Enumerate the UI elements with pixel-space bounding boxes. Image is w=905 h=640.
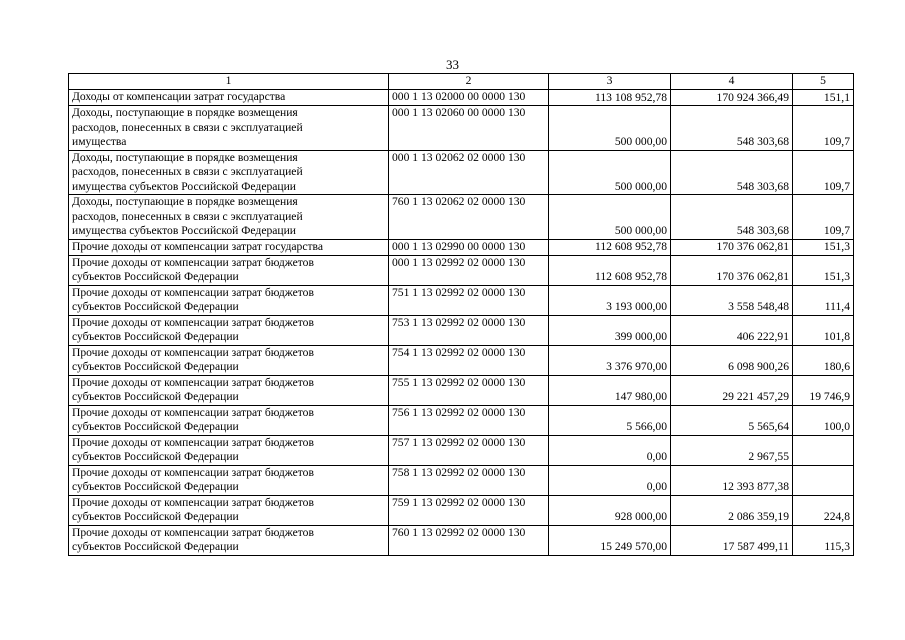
budget-code-cell: 759 1 13 02992 02 0000 130 — [389, 495, 549, 525]
table-row — [69, 150, 854, 195]
table-row — [69, 465, 854, 495]
planned-amount-cell: 113 108 952,78 — [549, 90, 671, 106]
revenue-name-line: расходов, понесенных в связи с эксплуатацией — [72, 209, 303, 223]
header-row — [69, 74, 854, 90]
revenue-table — [68, 73, 854, 556]
revenue-name-cell — [69, 435, 389, 465]
revenue-name-line: субъектов Российской Федерации — [72, 480, 239, 493]
budget-code-cell: 000 1 13 02060 00 0000 130 — [389, 106, 549, 151]
revenue-name-cell — [69, 345, 389, 375]
execution-percent-cell: 180,6 — [793, 345, 854, 375]
revenue-name-line: Прочие доходы от компенсации затрат государства — [72, 239, 323, 253]
revenue-name-line: субъектов Российской Федерации — [72, 270, 239, 283]
revenue-name-cell — [69, 285, 389, 315]
planned-amount-cell: 0,00 — [549, 435, 671, 465]
actual-amount-cell: 2 086 359,19 — [671, 495, 793, 525]
execution-percent-cell: 115,3 — [793, 525, 854, 555]
budget-code-cell: 000 1 13 02990 00 0000 130 — [389, 239, 549, 255]
revenue-name-line: имущества — [72, 135, 127, 148]
revenue-name-line: субъектов Российской Федерации — [72, 330, 239, 343]
revenue-name-cell — [69, 465, 389, 495]
budget-code-cell: 758 1 13 02992 02 0000 130 — [389, 465, 549, 495]
revenue-name-line: Прочие доходы от компенсации затрат бюджетов — [72, 435, 314, 449]
table-row — [69, 239, 854, 255]
revenue-name-line: Прочие доходы от компенсации затрат бюджетов — [72, 525, 314, 539]
revenue-name-cell — [69, 195, 389, 240]
column-header-2: 2 — [389, 74, 549, 90]
planned-amount-cell: 15 249 570,00 — [549, 525, 671, 555]
revenue-name-line: расходов, понесенных в связи с эксплуатацией — [72, 165, 303, 178]
planned-amount-cell: 500 000,00 — [549, 195, 671, 240]
actual-amount-cell: 170 376 062,81 — [671, 255, 793, 285]
revenue-name-cell — [69, 90, 389, 106]
actual-amount-cell: 5 565,64 — [671, 405, 793, 435]
revenue-name-line: субъектов Российской Федерации — [72, 540, 239, 553]
planned-amount-cell: 112 608 952,78 — [549, 255, 671, 285]
planned-amount-cell: 147 980,00 — [549, 375, 671, 405]
revenue-name-line: Прочие доходы от компенсации затрат бюджетов — [72, 495, 314, 509]
execution-percent-cell: 19 746,9 — [793, 375, 854, 405]
table-row — [69, 525, 854, 555]
revenue-name-cell — [69, 495, 389, 525]
execution-percent-cell: 109,7 — [793, 195, 854, 240]
revenue-name-cell — [69, 255, 389, 285]
actual-amount-cell: 6 098 900,26 — [671, 345, 793, 375]
execution-percent-cell: 111,4 — [793, 285, 854, 315]
table-row — [69, 495, 854, 525]
actual-amount-cell: 29 221 457,29 — [671, 375, 793, 405]
budget-code-cell: 760 1 13 02062 02 0000 130 — [389, 195, 549, 240]
actual-amount-cell: 548 303,68 — [671, 150, 793, 195]
page-number: 33 — [446, 57, 459, 72]
revenue-name-line: субъектов Российской Федерации — [72, 420, 239, 433]
revenue-name-cell — [69, 239, 389, 255]
revenue-name-line: имущества субъектов Российской Федерации — [72, 179, 297, 193]
actual-amount-cell: 548 303,68 — [671, 195, 793, 240]
budget-code-cell: 760 1 13 02992 02 0000 130 — [389, 525, 549, 555]
budget-code-cell: 755 1 13 02992 02 0000 130 — [389, 375, 549, 405]
planned-amount-cell: 500 000,00 — [549, 106, 671, 151]
revenue-name-line: Прочие доходы от компенсации затрат бюджетов — [72, 405, 314, 419]
table-row — [69, 315, 854, 345]
column-header-4: 4 — [671, 74, 793, 90]
planned-amount-cell: 3 193 000,00 — [549, 285, 671, 315]
revenue-name-line: Прочие доходы от компенсации затрат бюджетов — [72, 375, 314, 389]
column-header-5: 5 — [793, 74, 854, 90]
planned-amount-cell: 0,00 — [549, 465, 671, 495]
actual-amount-cell: 3 558 548,48 — [671, 285, 793, 315]
revenue-name-cell — [69, 150, 389, 195]
execution-percent-cell — [793, 435, 854, 465]
execution-percent-cell: 151,1 — [793, 90, 854, 106]
revenue-name-line: Доходы, поступающие в порядке возмещения — [72, 150, 298, 164]
revenue-name-cell — [69, 525, 389, 555]
execution-percent-cell — [793, 465, 854, 495]
table-row — [69, 405, 854, 435]
table-row — [69, 255, 854, 285]
planned-amount-cell: 112 608 952,78 — [549, 239, 671, 255]
budget-code-cell: 000 1 13 02000 00 0000 130 — [389, 90, 549, 106]
budget-code-cell: 756 1 13 02992 02 0000 130 — [389, 405, 549, 435]
revenue-name-cell — [69, 106, 389, 151]
actual-amount-cell: 170 924 366,49 — [671, 90, 793, 106]
column-header-3: 3 — [549, 74, 671, 90]
actual-amount-cell: 12 393 877,38 — [671, 465, 793, 495]
planned-amount-cell: 500 000,00 — [549, 150, 671, 195]
revenue-name-cell — [69, 375, 389, 405]
revenue-name-line: Доходы от компенсации затрат государства — [72, 90, 286, 103]
revenue-name-line: субъектов Российской Федерации — [72, 300, 239, 313]
revenue-name-line: субъектов Российской Федерации — [72, 390, 239, 403]
revenue-name-line: Прочие доходы от компенсации затрат бюджетов — [72, 315, 314, 329]
table-row — [69, 285, 854, 315]
planned-amount-cell: 5 566,00 — [549, 405, 671, 435]
revenue-name-cell — [69, 405, 389, 435]
budget-code-cell: 753 1 13 02992 02 0000 130 — [389, 315, 549, 345]
revenue-name-line: субъектов Российской Федерации — [72, 360, 239, 373]
revenue-name-line: субъектов Российской Федерации — [72, 450, 239, 463]
column-header-1: 1 — [69, 74, 389, 90]
revenue-name-line: Прочие доходы от компенсации затрат бюджетов — [72, 285, 314, 299]
budget-code-cell: 754 1 13 02992 02 0000 130 — [389, 345, 549, 375]
revenue-name-line: имущества субъектов Российской Федерации — [72, 224, 297, 237]
table-row — [69, 195, 854, 240]
revenue-name-line: Прочие доходы от компенсации затрат бюджетов — [72, 345, 314, 359]
revenue-name-line: Прочие доходы от компенсации затрат бюджетов — [72, 465, 314, 479]
table-header — [69, 74, 854, 90]
execution-percent-cell: 109,7 — [793, 150, 854, 195]
budget-code-cell: 757 1 13 02992 02 0000 130 — [389, 435, 549, 465]
actual-amount-cell: 17 587 499,11 — [671, 525, 793, 555]
budget-code-cell: 000 1 13 02992 02 0000 130 — [389, 255, 549, 285]
table-row — [69, 90, 854, 106]
planned-amount-cell: 928 000,00 — [549, 495, 671, 525]
table-row — [69, 345, 854, 375]
execution-percent-cell: 224,8 — [793, 495, 854, 525]
planned-amount-cell: 3 376 970,00 — [549, 345, 671, 375]
revenue-name-line: субъектов Российской Федерации — [72, 510, 239, 523]
revenue-name-line: Прочие доходы от компенсации затрат бюджетов — [72, 255, 314, 269]
execution-percent-cell: 100,0 — [793, 405, 854, 435]
table-row — [69, 435, 854, 465]
actual-amount-cell: 406 222,91 — [671, 315, 793, 345]
budget-code-cell: 000 1 13 02062 02 0000 130 — [389, 150, 549, 195]
execution-percent-cell: 101,8 — [793, 315, 854, 345]
planned-amount-cell: 399 000,00 — [549, 315, 671, 345]
actual-amount-cell: 170 376 062,81 — [671, 239, 793, 255]
execution-percent-cell: 151,3 — [793, 255, 854, 285]
table-body — [69, 90, 854, 556]
table-row — [69, 375, 854, 405]
revenue-name-line: расходов, понесенных в связи с эксплуатацией — [72, 120, 303, 134]
actual-amount-cell: 548 303,68 — [671, 106, 793, 151]
budget-code-cell: 751 1 13 02992 02 0000 130 — [389, 285, 549, 315]
execution-percent-cell: 151,3 — [793, 239, 854, 255]
table-row — [69, 106, 854, 151]
actual-amount-cell: 2 967,55 — [671, 435, 793, 465]
revenue-name-cell — [69, 315, 389, 345]
revenue-name-line: Доходы, поступающие в порядке возмещения — [72, 195, 298, 208]
execution-percent-cell: 109,7 — [793, 106, 854, 151]
revenue-name-line: Доходы, поступающие в порядке возмещения — [72, 106, 298, 119]
